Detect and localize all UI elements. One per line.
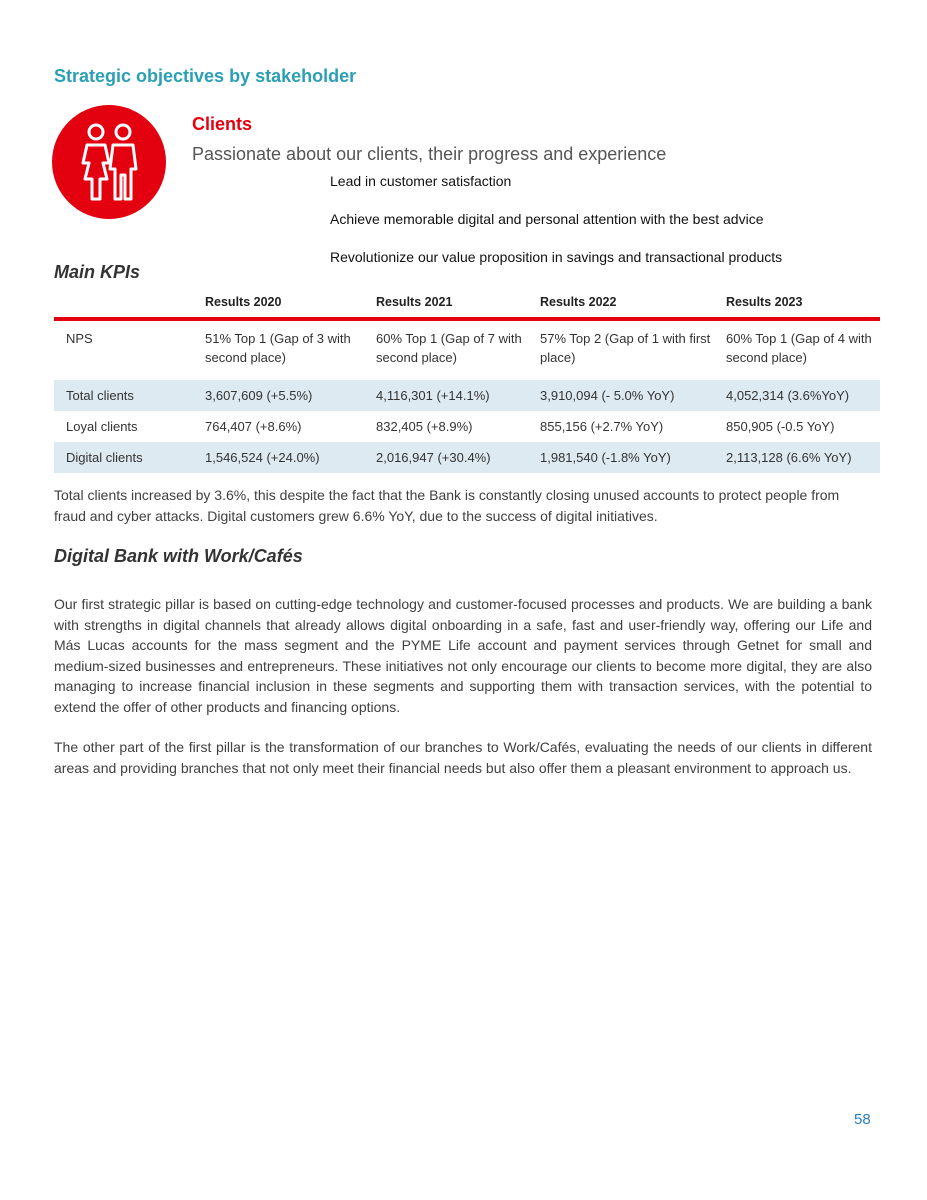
- branches-paragraph: The other part of the first pillar is the transformation of our branches to Work/Cafés, evaluating the needs of our clients in different areas and providing branches that not only meet their financial needs but also offer them a pleasant environment to approach us.: [54, 739, 872, 776]
- kpi-cell: 764,407 (+8.6%): [205, 419, 302, 434]
- page-number: 58: [854, 1111, 871, 1128]
- kpi-cell: 2,016,947 (+30.4%): [364, 442, 528, 473]
- kpi-header-cell: Results 2021: [364, 286, 528, 319]
- kpi-header-row: [54, 286, 880, 319]
- stakeholder-name: Clients: [192, 114, 253, 134]
- kpi-cell: 3,607,609 (+5.5%): [193, 380, 364, 411]
- kpi-cell: 4,116,301 (+14.1%): [364, 380, 528, 411]
- kpi-header-cell: [54, 286, 193, 319]
- kpi-cell: 832,405 (+8.9%): [376, 419, 473, 434]
- kpi-label: Loyal clients: [66, 419, 138, 434]
- table-row: [54, 319, 880, 380]
- kpi-header-cell: Results 2022: [528, 286, 714, 319]
- kpi-title: Main KPIs: [54, 262, 141, 282]
- kpi-label: NPS: [66, 331, 93, 346]
- kpi-header-cell: Results 2020: [193, 286, 364, 319]
- objective-item: Achieve memorable digital and personal attention with the best advice: [330, 211, 764, 227]
- kpi-cell: 51% Top 1 (Gap of 3 with second place): [205, 331, 351, 365]
- section-title: Strategic objectives by stakeholder: [54, 66, 357, 86]
- objective-item: Lead in customer satisfaction: [330, 173, 512, 189]
- kpi-header-cell: Results 2023: [714, 286, 880, 319]
- kpi-cell: 850,905 (-0.5 YoY): [726, 419, 835, 434]
- digital-bank-paragraph: Our first strategic pillar is based on cutting-edge technology and customer-focused processes and products. We are building a bank with strengths in digital channels that already allows digital onboarding in a safe, fast and user-friendly way, offering our Life and Más Lucas accounts for the mass segment and the PYME Life account and payment services through Getnet for small and medium-sized businesses and entrepreneurs. These initiatives not only encourage our clients to become more digital, they are also managing to increase financial inclusion in these segments and supporting them with transaction services, with the potential to extend the offer of other products and financing options.: [54, 596, 872, 715]
- kpi-cell: 57% Top 2 (Gap of 1 with first place): [540, 331, 711, 365]
- kpi-table: [54, 286, 880, 473]
- kpi-cell: 60% Top 1 (Gap of 7 with second place): [376, 331, 522, 365]
- digital-bank-title: Digital Bank with Work/Cafés: [54, 546, 303, 566]
- kpi-cell: 1,981,540 (-1.8% YoY): [528, 442, 714, 473]
- kpi-cell: 855,156 (+2.7% YoY): [540, 419, 664, 434]
- total-clients-paragraph: Total clients increased by 3.6%, this despite the fact that the Bank is constantly closing unused accounts to protect people from fraud and cyber attacks. Digital customers grew 6.6% YoY, due to the success of digital initiatives.: [54, 487, 840, 524]
- table-row: [54, 380, 880, 411]
- kpi-cell: 1,546,524 (+24.0%): [193, 442, 364, 473]
- kpi-cell: 4,052,314 (3.6%YoY): [714, 380, 880, 411]
- kpi-cell: 2,113,128 (6.6% YoY): [714, 442, 880, 473]
- kpi-cell: 60% Top 1 (Gap of 4 with second place): [726, 331, 872, 365]
- objective-item: Revolutionize our value proposition in savings and transactional products: [330, 249, 783, 265]
- table-row: [54, 411, 880, 442]
- kpi-label: Total clients: [54, 380, 193, 411]
- objectives-list: [330, 171, 782, 285]
- table-row: [54, 442, 880, 473]
- kpi-label: Digital clients: [54, 442, 193, 473]
- kpi-cell: 3,910,094 (- 5.0% YoY): [528, 380, 714, 411]
- clients-people-icon: [52, 105, 166, 219]
- stakeholder-tagline: Passionate about our clients, their progress and experience: [192, 144, 667, 164]
